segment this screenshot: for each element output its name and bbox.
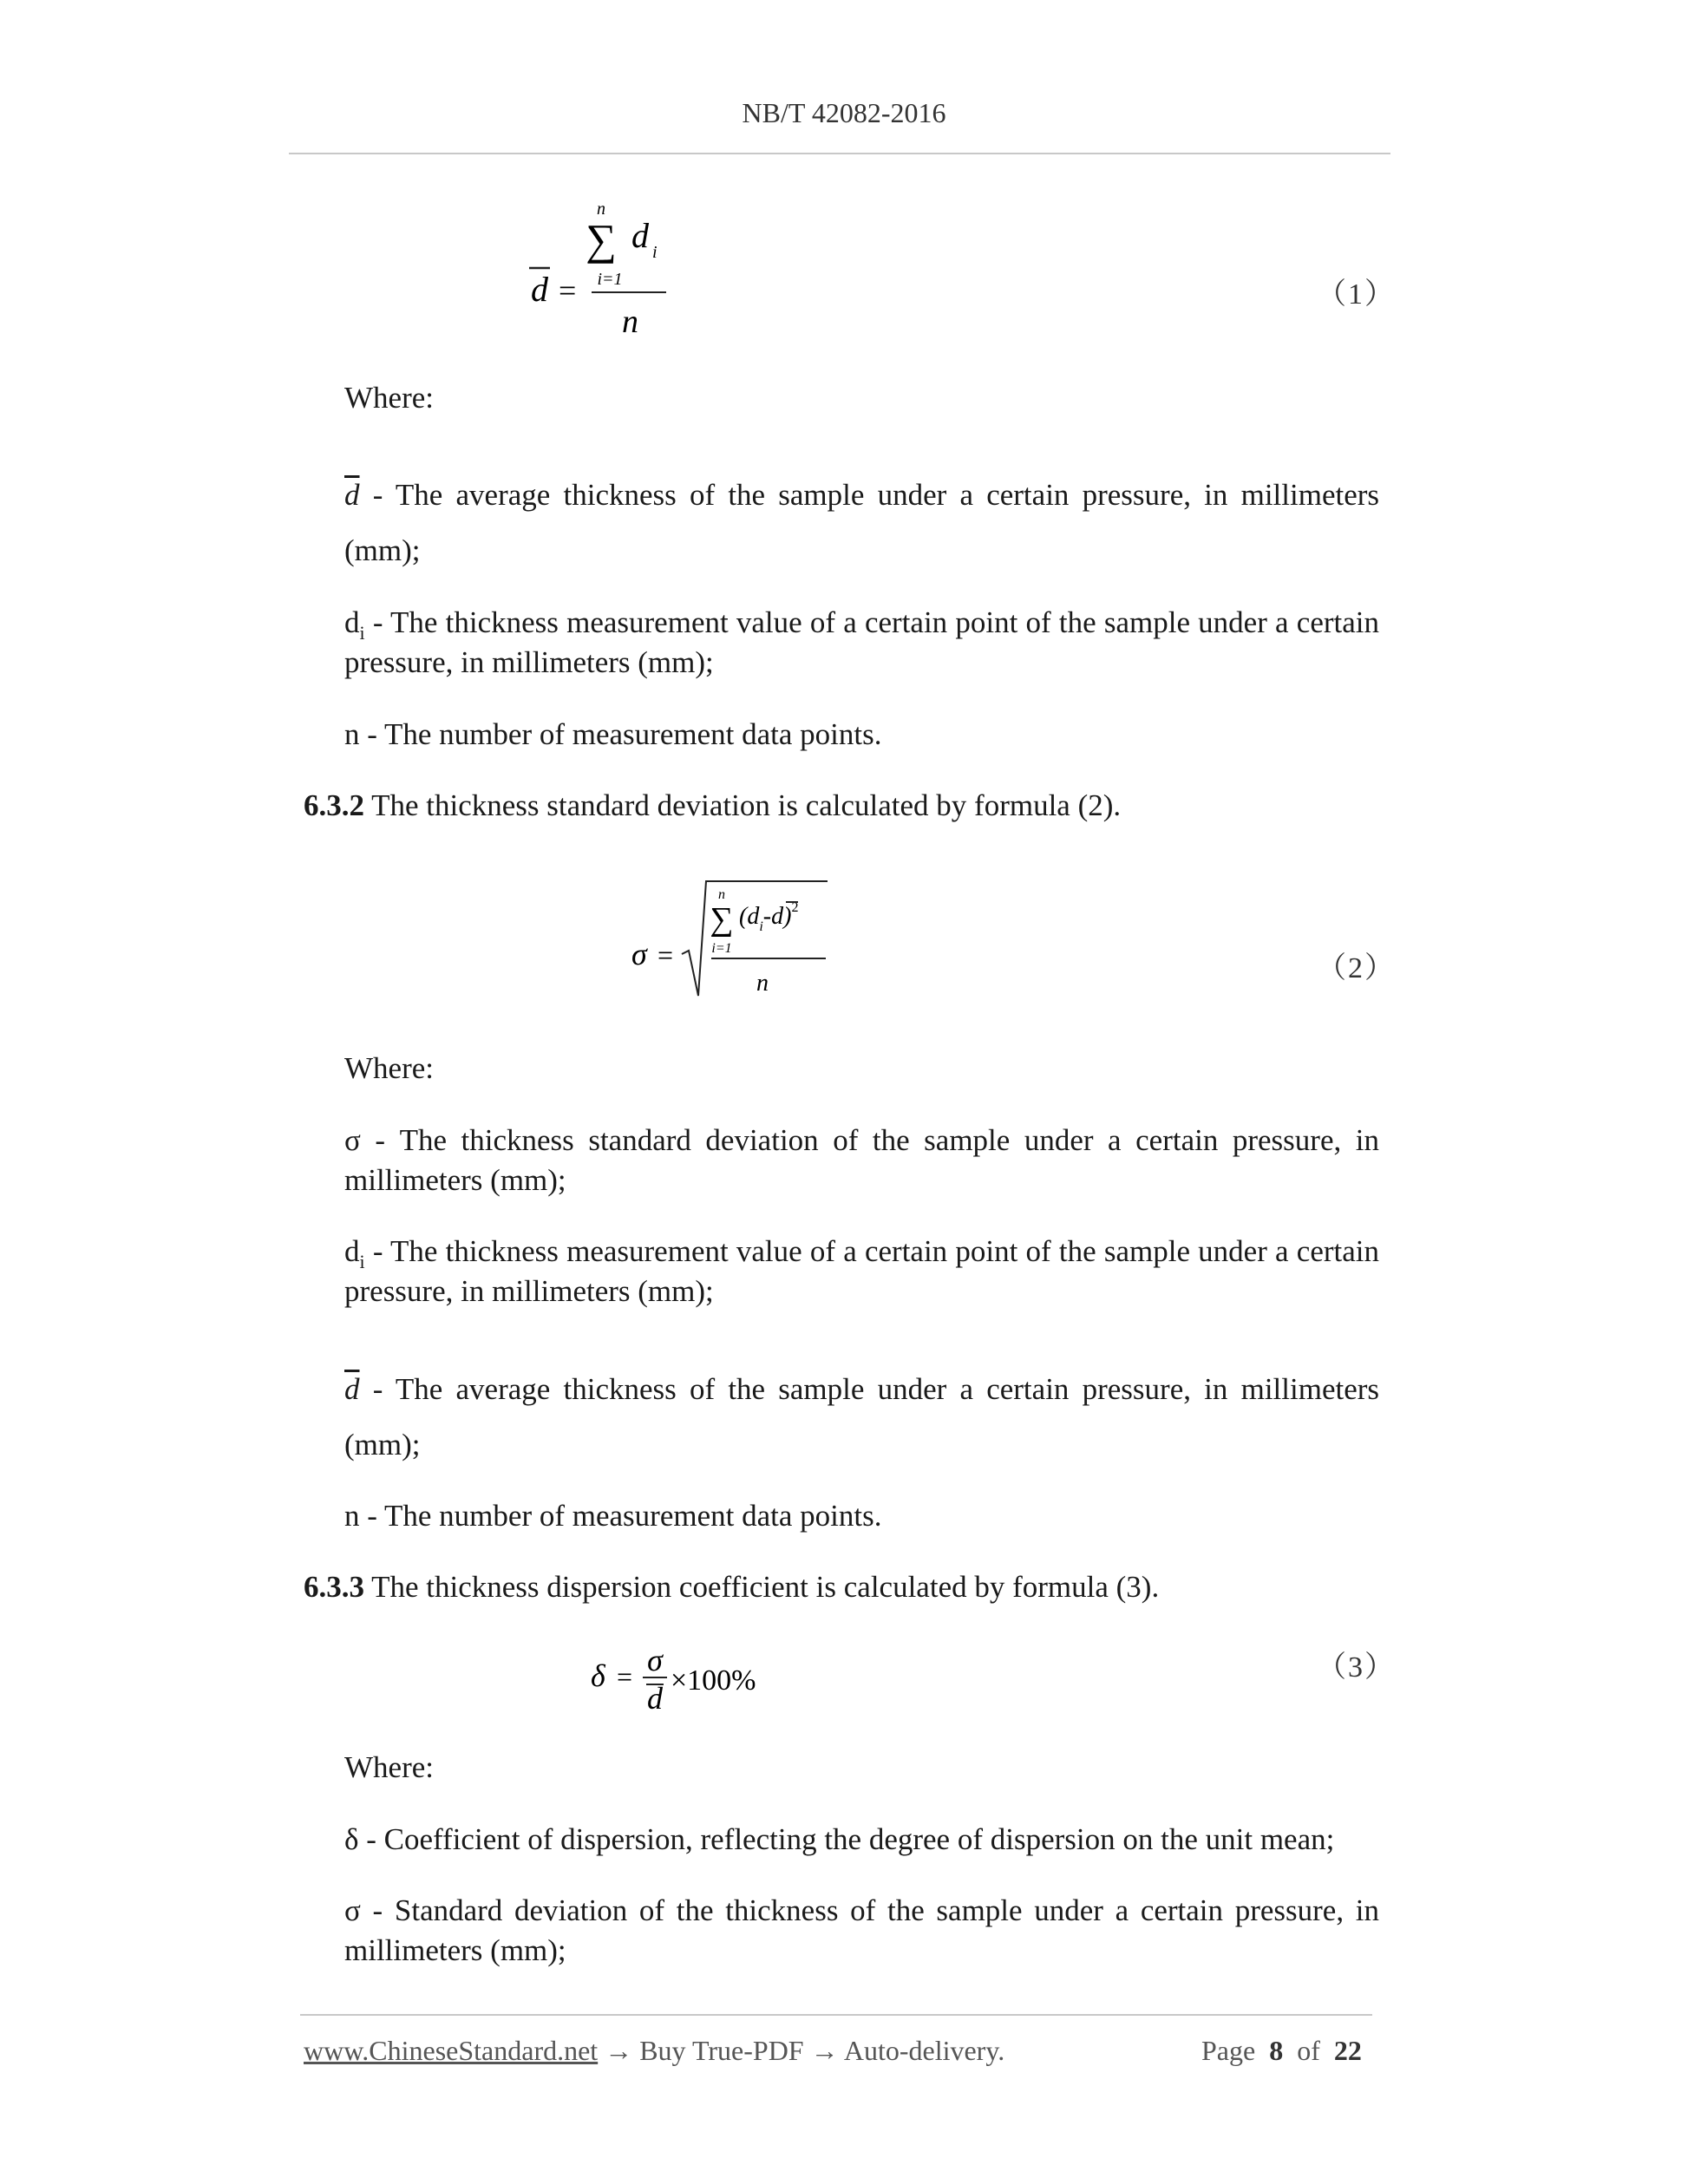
arrow-icon: → — [803, 2035, 844, 2066]
di-definition-2-line1: $d_i$ - The thickness measurement value of a certain point of the sample under a certain — [344, 1234, 1379, 1272]
formula-3-factor: ×100% — [671, 1664, 756, 1697]
formula-2-sum-upper: n — [718, 887, 725, 902]
header-rule — [289, 153, 1390, 154]
website-link[interactable]: www.ChineseStandard.net — [304, 2035, 599, 2066]
dbar-definition-1-cont: (mm); — [344, 533, 421, 567]
dbar-definition-2-cont: (mm); — [344, 1428, 421, 1461]
where-label-3: Where: — [344, 1750, 434, 1784]
dbar-definition-1 — [344, 475, 1379, 515]
where-label-2: Where: — [344, 1051, 434, 1085]
sigma-definition-2-line2: millimeters (mm); — [344, 1163, 566, 1197]
formula-1 — [520, 195, 694, 343]
formula-2-number: （2） — [1317, 952, 1396, 984]
formula-2-radical — [682, 881, 828, 996]
auto-delivery: Auto-delivery. — [843, 2035, 1005, 2066]
formula-1-sigma: ∑ — [586, 215, 617, 264]
section-6-3-3 — [304, 1567, 1159, 1607]
total-pages: 22 — [1333, 2035, 1362, 2066]
formula-1-lhs: d — [531, 270, 548, 309]
formula-3-number: （3） — [1317, 1651, 1396, 1684]
footer-promo — [304, 2035, 1004, 2067]
formula-1-denominator: n — [622, 304, 638, 340]
formula-2-sum-lower: i=1 — [711, 941, 732, 956]
page-indicator: Page 8 of 22 — [1201, 2035, 1362, 2066]
di-definition-2-line2: pressure, in millimeters (mm); — [344, 1274, 714, 1308]
current-page: 8 — [1269, 2035, 1284, 2066]
footer-rule — [300, 2014, 1372, 2016]
di-definition-1-line1: $d_i$ - The thickness measurement value of a certain point of the sample under a certain — [344, 605, 1379, 644]
di-definition-1-line2: pressure, in millimeters (mm); — [344, 645, 714, 679]
formula-3 — [586, 1631, 785, 1726]
formula-2-equals: = — [658, 939, 674, 971]
section-6-3-2 — [304, 786, 1121, 826]
formula-2-sigma: ∑ — [710, 901, 734, 938]
formula-3-numerator: σ — [647, 1643, 663, 1677]
dbar-symbol: $\overline{d}$ — [344, 478, 360, 512]
section-text: The thickness dispersion coefficient is calculated by formula (3). — [364, 1570, 1160, 1604]
sigma-definition-2-line1: σ - The thickness standard deviation of the sample under a certain pressure, in — [344, 1123, 1379, 1157]
formula-2 — [625, 867, 850, 1006]
section-text: The thickness standard deviation is calculated by formula (2). — [364, 788, 1122, 822]
formula-1-sum-upper: n — [597, 199, 605, 219]
formula-1-summand: d — [631, 216, 649, 255]
section-number: 6.3.2 — [304, 788, 364, 822]
formula-3-lhs: δ — [591, 1658, 605, 1693]
sigma-definition-3-line1: σ - Standard deviation of the thickness of the sample under a certain pressure, in — [344, 1893, 1379, 1927]
formula-2-lhs: σ — [631, 937, 647, 971]
dbar-text: - The average thickness of the sample under a certain pressure, in millimeters — [372, 478, 1380, 512]
sigma-definition-3-line2: millimeters (mm); — [344, 1933, 566, 1967]
document-code-header: NB/T 42082-2016 — [742, 97, 946, 128]
where-label-1: Where: — [344, 381, 434, 415]
formula-1-number: （1） — [1317, 278, 1396, 311]
buy-true-pdf: Buy True-PDF — [639, 2035, 804, 2066]
formula-1-equals: = — [559, 273, 577, 308]
delta-definition: δ - Coefficient of dispersion, reflecting the degree of dispersion on the unit mean; — [344, 1822, 1335, 1856]
n-definition-2: n - The number of measurement data points. — [344, 1499, 882, 1533]
n-definition-1: n - The number of measurement data points. — [344, 717, 882, 751]
formula-2-denominator: n — [756, 970, 769, 997]
formula-3-equals: = — [617, 1661, 633, 1692]
dbar-definition-2 — [344, 1370, 1379, 1409]
formula-1-summand-sub: i — [652, 243, 658, 262]
formula-1-sum-lower: i=1 — [597, 270, 623, 289]
section-number: 6.3.3 — [304, 1570, 364, 1604]
formula-2-numerator: $(d_i-d)^2$ — [739, 900, 799, 934]
arrow-icon: → — [598, 2035, 640, 2066]
dbar-text: - The average thickness of the sample under a certain pressure, in millimeters — [372, 1372, 1380, 1406]
formula-3-denominator: d — [647, 1681, 663, 1716]
dbar-symbol: $\overline{d}$ — [344, 1372, 360, 1406]
